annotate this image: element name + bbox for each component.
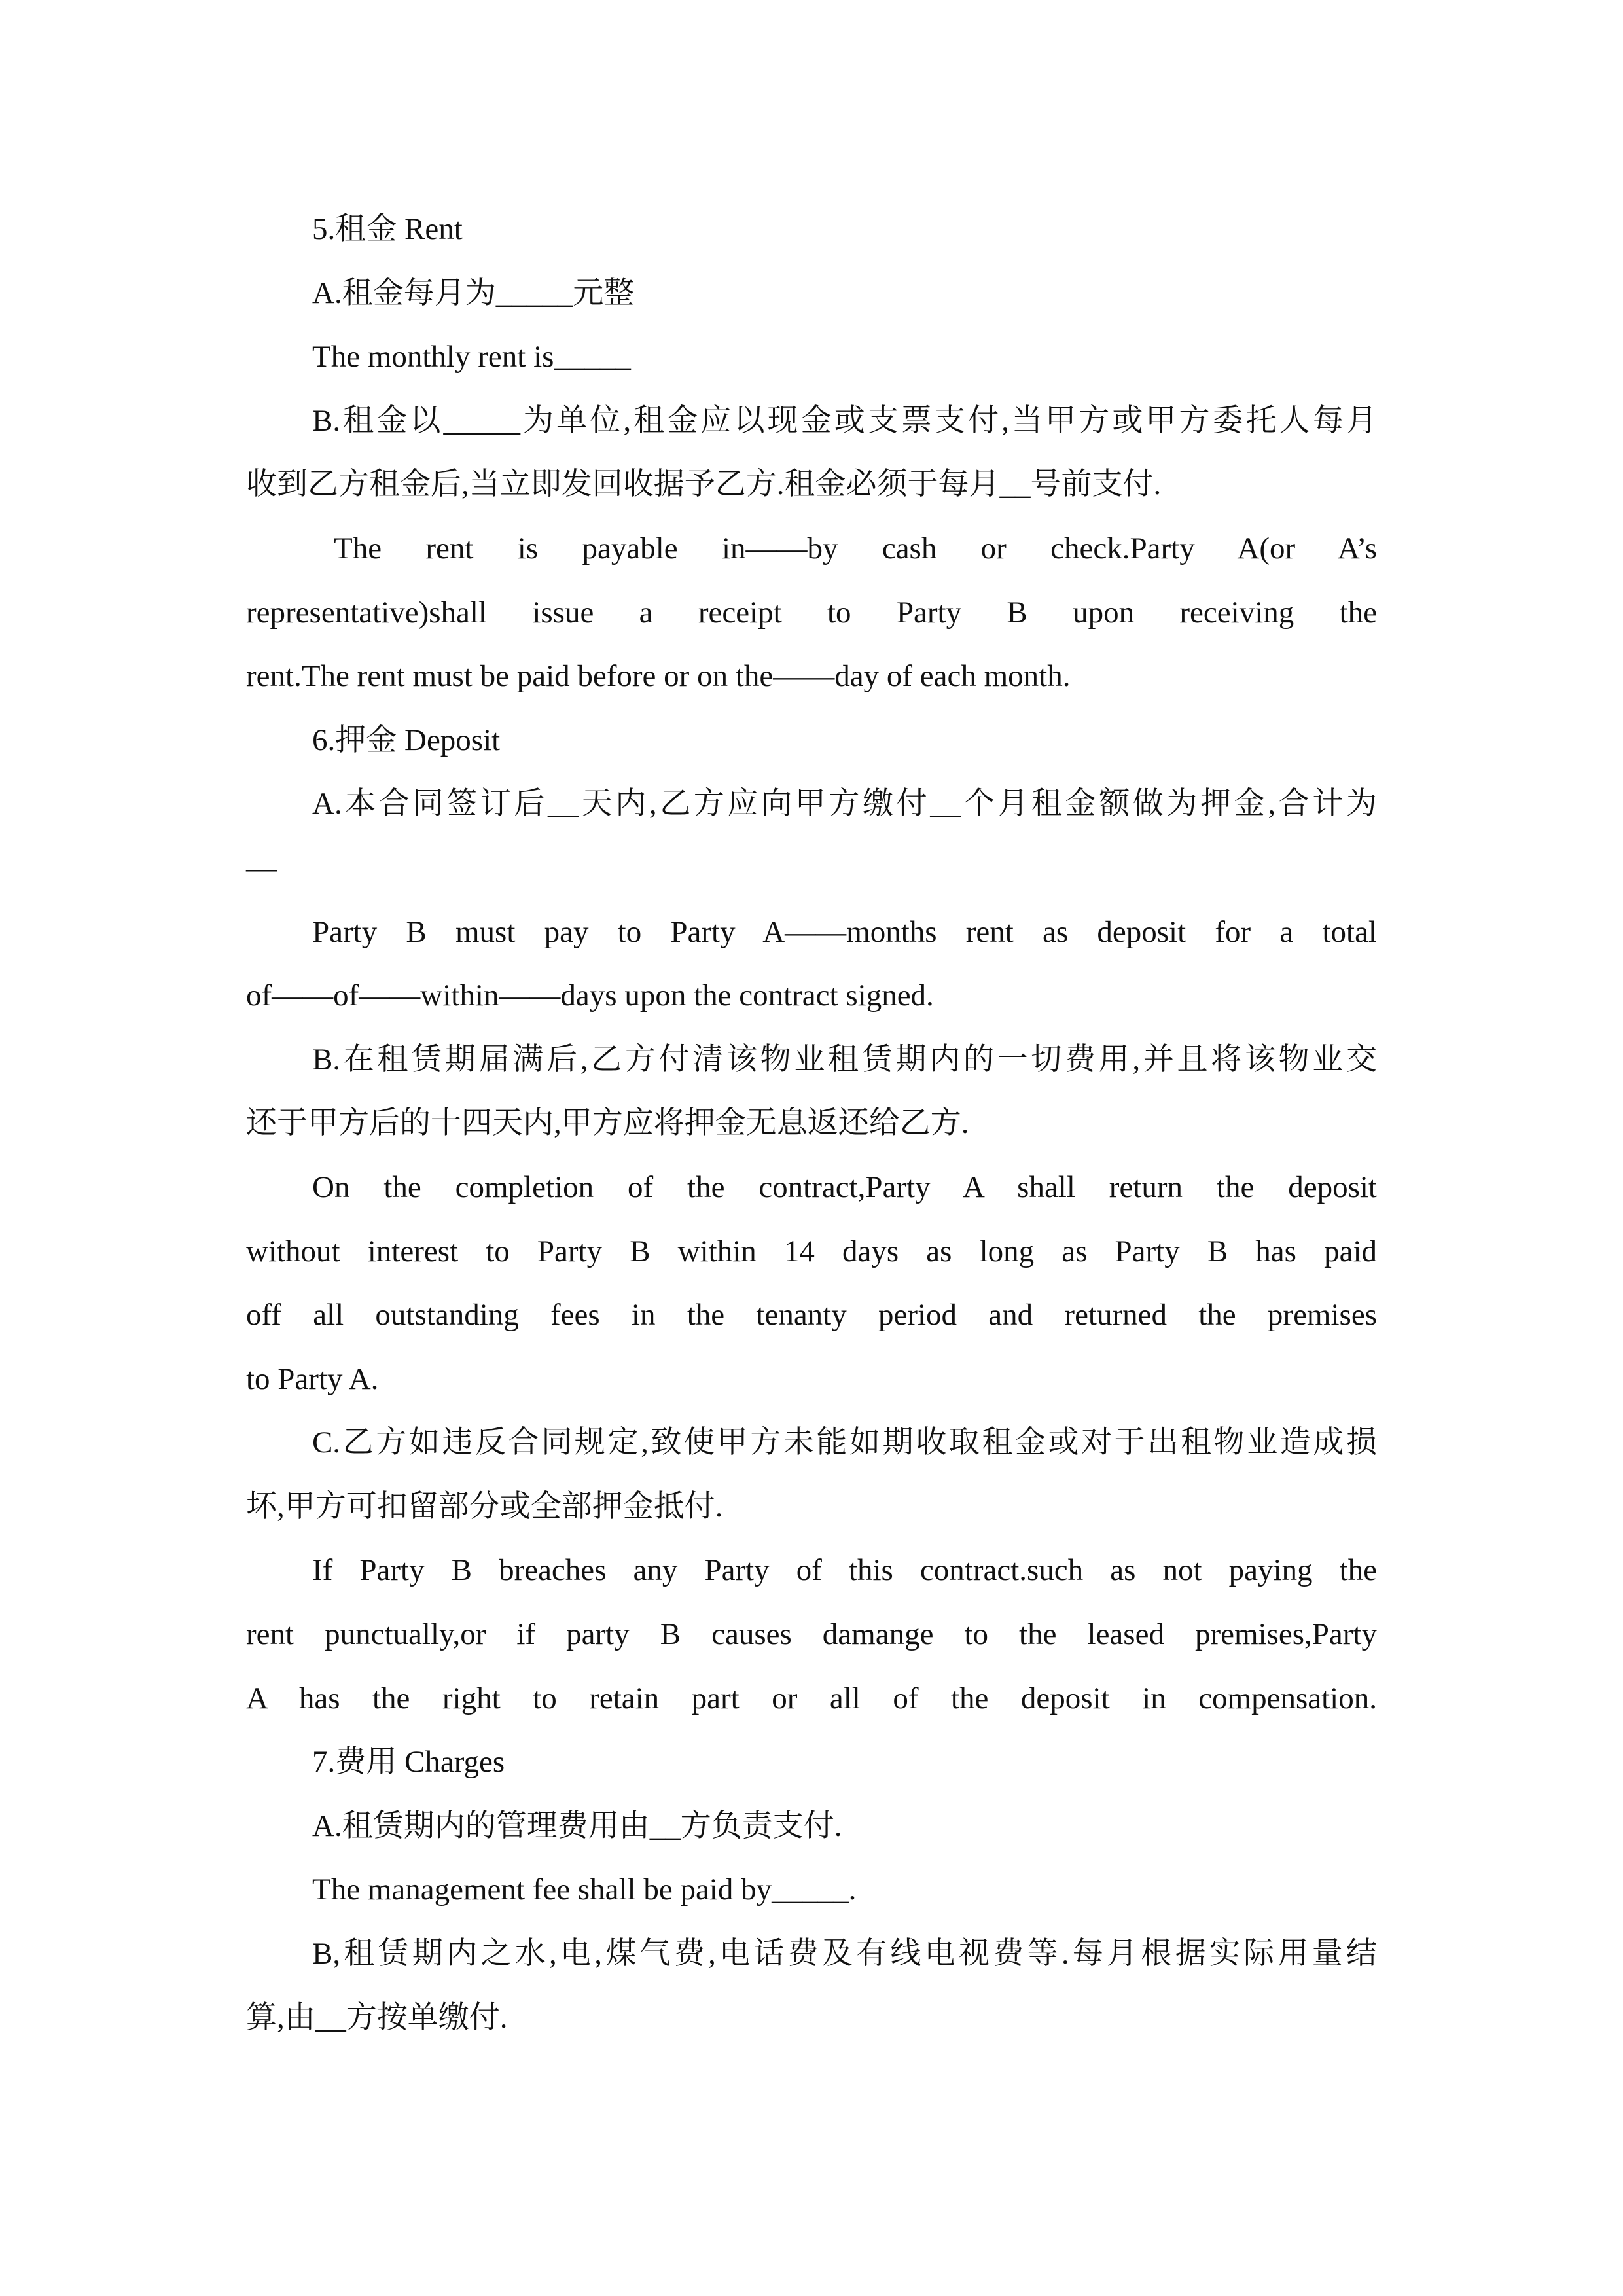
text-line: 5.租金 Rent: [312, 212, 463, 246]
text-line: rent punctually,or if party B causes damange to the leased premises,Party: [246, 1617, 1377, 1652]
text-line: B.租金以_____为单位,租金应以现金或支票支付,当甲方或甲方委托人每月: [312, 403, 1377, 438]
text-line: without interest to Party B within 14 days as long as Party B has paid: [246, 1234, 1377, 1268]
text-line: B,租赁期内之水,电,煤气费,电话费及有线电视费等.每月根据实际用量结: [312, 1937, 1377, 1971]
text-line: The monthly rent is_____: [312, 340, 631, 374]
text-line: 7.费用 Charges: [312, 1745, 505, 1780]
text-line: —: [246, 850, 277, 885]
text-line: A.租金每月为_____元整: [312, 276, 635, 310]
text-line: of——of——within——days upon the contract signed.: [246, 978, 934, 1013]
text-line: On the completion of the contract,Party A shall return the deposit: [312, 1170, 1377, 1204]
text-line: Party B must pay to Party A——months rent as deposit for a total: [312, 914, 1377, 949]
document-page: [246, 198, 1377, 2050]
text-line: rent.The rent must be paid before or on the——day of each month.: [246, 659, 1071, 694]
text-line: 6.押金 Deposit: [312, 723, 501, 757]
text-line: off all outstanding fees in the tenanty period and returned the premises: [246, 1298, 1377, 1333]
text-line: B.在租赁期届满后,乙方付清该物业租赁期内的一切费用,并且将该物业交: [312, 1042, 1377, 1077]
text-line: to Party A.: [246, 1361, 379, 1396]
text-line: 收到乙方租金后,当立即发回收据予乙方.租金必须于每月__号前支付.: [246, 467, 1162, 502]
text-line: C.乙方如违反合同规定,致使甲方未能如期收取租金或对于出租物业造成损: [312, 1426, 1377, 1460]
text-line: 还于甲方后的十四天内,甲方应将押金无息返还给乙方.: [246, 1106, 969, 1141]
text-line: A has the right to retain part or all of the deposit in compensation.: [246, 1681, 1377, 1715]
text-line: A.本合同签订后__天内,乙方应向甲方缴付__个月租金额做为押金,合计为: [312, 787, 1377, 821]
text-line: If Party B breaches any Party of this contract.such as not paying the: [312, 1553, 1377, 1588]
text-line: 坏,甲方可扣留部分或全部押金抵付.: [246, 1489, 723, 1524]
text-line: 算,由__方按单缴付.: [246, 2000, 508, 2035]
text-line: The management fee shall be paid by_____.: [312, 1873, 857, 1907]
text-line: The rent is payable in——by cash or check.Party A(or A’s: [334, 531, 1377, 565]
text-line: representative)shall issue a receipt to Party B upon receiving the: [246, 595, 1377, 630]
text-line: A.租赁期内的管理费用由__方负责支付.: [312, 1808, 842, 1843]
